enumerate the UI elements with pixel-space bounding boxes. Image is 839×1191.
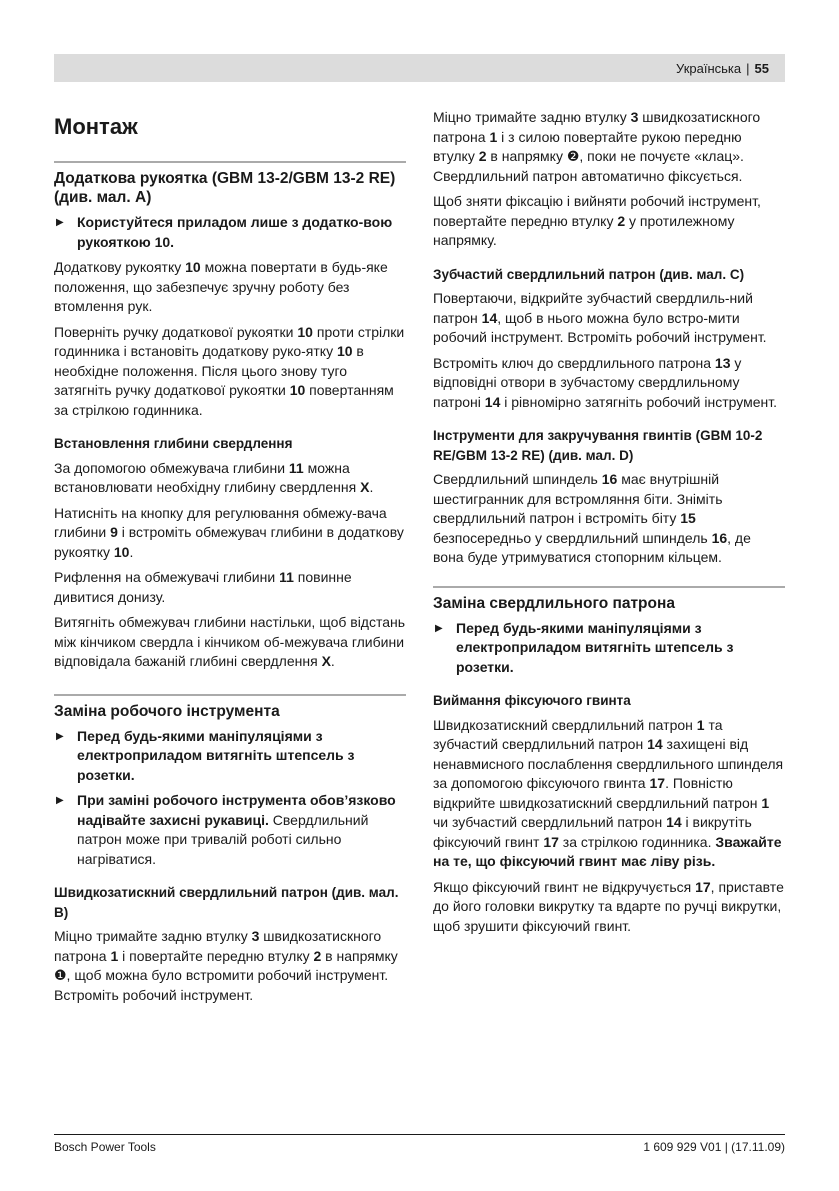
depth-heading: Встановлення глибини свердлення: [54, 436, 293, 451]
page-header: [54, 54, 785, 82]
depth-paragraph-4: Витягніть обмежувач глибини настільки, щоб відстань між кінчиком свердла і кінчиком об-межувача глибини відповідала бажаній глибині свердлення X.: [54, 614, 406, 669]
depth-paragraph-1: За допомогою обмежувача глибини 11 можна встановлювати необхідну глибину свердлення X.: [54, 459, 374, 495]
screwdriving-section: [433, 426, 785, 568]
aux-handle-paragraph-2: Поверніть ручку додаткової рукоятки 10 проти стрілки годинника і встановіть додаткову руко-ятку 10 в необхідне положення. Після цього знову туго затягніть ручку додаткової рукоятки 10 повертанням за стрілкою годинника.: [54, 323, 405, 418]
keyless-chuck-section: [54, 883, 406, 1005]
screwdriving-paragraph-1: Свердлильний шпиндель 16 має внутрішній шестигранник для встромляння біти. Зніміть свердлильний патрон і встроміть біту 15 безпосередньо у свердлильний шпиндель 16, де вона буде утримуватися стопорним кільцем.: [433, 471, 751, 565]
right-column: [433, 108, 785, 942]
bullet-triangle-icon: ▶: [56, 217, 64, 228]
tool-change-heading: Заміна робочого інструмента: [54, 694, 406, 721]
geared-chuck-heading: Зубчастий свердлильний патрон (див. мал. C): [433, 266, 745, 282]
aux-handle-heading: Додаткова рукоятка (GBM 13-2/GBM 13-2 RE) (див. мал. А): [54, 161, 406, 207]
bullet-triangle-icon: ▶: [56, 730, 64, 742]
depth-paragraph-3: Рифлення на обмежувачі глибини 11 повинне дивитися донизу.: [54, 569, 352, 605]
keyless-paragraph-3: Щоб зняти фіксацію і вийняти робочий інструмент, повертайте передню втулку 2 у протилежному напрямку.: [433, 193, 761, 248]
aux-handle-section: [54, 161, 406, 420]
header-language: Українська: [676, 60, 742, 76]
left-column: [54, 108, 406, 1011]
geared-paragraph-1: Повертаючи, відкрийте зубчастий свердлиль-ний патрон 14, щоб в нього можна було встро-мити робочий інструмент. Встроміть робочий інструмент.: [433, 290, 767, 345]
page-footer: [54, 1134, 785, 1154]
screw-removal-paragraph-2: Якщо фіксуючий гвинт не відкручується 17, приставте до його головки викрутку та вдарте по ручці викрутки, щоб зрушити фіксуючий гвинт.: [433, 878, 784, 934]
screw-removal-section: [433, 691, 785, 936]
screw-removal-heading: Виймання фіксуючого гвинта: [433, 693, 631, 708]
chuck-change-warning: ▶ Перед будь-якими маніпуляціями з електроприладом витягніть штепсель з розетки.: [435, 619, 734, 675]
depth-paragraph-2: Натисніть на кнопку для регулювання обмежу-вача глибини 9 і встроміть обмежувач глибини в додаткову рукоятку 10.: [54, 504, 404, 560]
depth-section: [54, 434, 406, 672]
header-separator: |: [746, 60, 750, 76]
chuck-change-heading: Заміна свердлильного патрона: [433, 586, 785, 613]
keyless-paragraph-1: Міцно тримайте задню втулку 3 швидкозатискного патрона 1 і повертайте передню втулку 2 в напрямку ❶, щоб можна було встромити робочий інструмент. Встроміть робочий інструмент.: [54, 928, 398, 1003]
chuck-change-section: [433, 586, 785, 678]
keyless-chuck-heading: Швидкозатискний свердлильний патрон (див. мал. B): [54, 885, 399, 920]
aux-handle-warning: ▶ Користуйтеся приладом лише з додатко-вою рукояткою 10.: [56, 214, 393, 250]
footer-doc-id: 1 609 929 V01 | (17.11.09): [643, 1140, 785, 1154]
bullet-triangle-icon: ▶: [435, 622, 443, 634]
keyless-paragraph-2: Міцно тримайте задню втулку 3 швидкозатискного патрона 1 і з силою повертайте рукою передню втулку 2 в напрямку ❷, поки не почуєте «клац». Свердлильний патрон автоматично фіксується.: [433, 109, 761, 184]
tool-change-section: [54, 694, 406, 870]
aux-handle-paragraph-1: Додаткову рукоятку 10 можна повертати в будь-яке положення, що забезпечує зручну роботу без втомлення рук.: [54, 259, 388, 314]
footer-brand: Bosch Power Tools: [54, 1140, 156, 1154]
page-title: Монтаж: [54, 114, 138, 139]
tool-change-warning-2: ▶ При заміні робочого інструмента обов’язково надівайте захисні рукавиці. Свердлильний патрон може при тривалій роботі сильно нагріватися.: [56, 792, 396, 867]
bullet-triangle-icon: ▶: [56, 795, 64, 806]
screw-removal-paragraph-1: Швидкозатискний свердлильний патрон 1 та зубчастий свердлильний патрон 14 захищені від ненавмисного послаблення свердлильного шпинделя за допомогою фіксуючого гвинта 17. Повністю відкрийте швидкозатискний свердлильний патрон 1 чи зубчастий свердлильний патрон 14 і викрутіть фіксуючий гвинт 17 за стрілкою годинника. Зважайте на те, що фіксуючий гвинт має ліву різь.: [433, 716, 784, 869]
geared-chuck-section: [433, 265, 785, 413]
page-number: 55: [754, 60, 769, 76]
tool-change-warning-1: ▶ Перед будь-якими маніпуляціями з електроприладом витягніть штепсель з розетки.: [56, 727, 355, 783]
screwdriving-heading: Інструменти для закручування гвинтів (GBM 10-2 RE/GBM 13-2 RE) (див. мал. D): [433, 428, 763, 463]
geared-paragraph-2: Встроміть ключ до свердлильного патрона 13 у відповідні отвори в зубчастому свердлильному патроні 14 і рівномірно затягніть робочий інструмент.: [433, 354, 777, 410]
